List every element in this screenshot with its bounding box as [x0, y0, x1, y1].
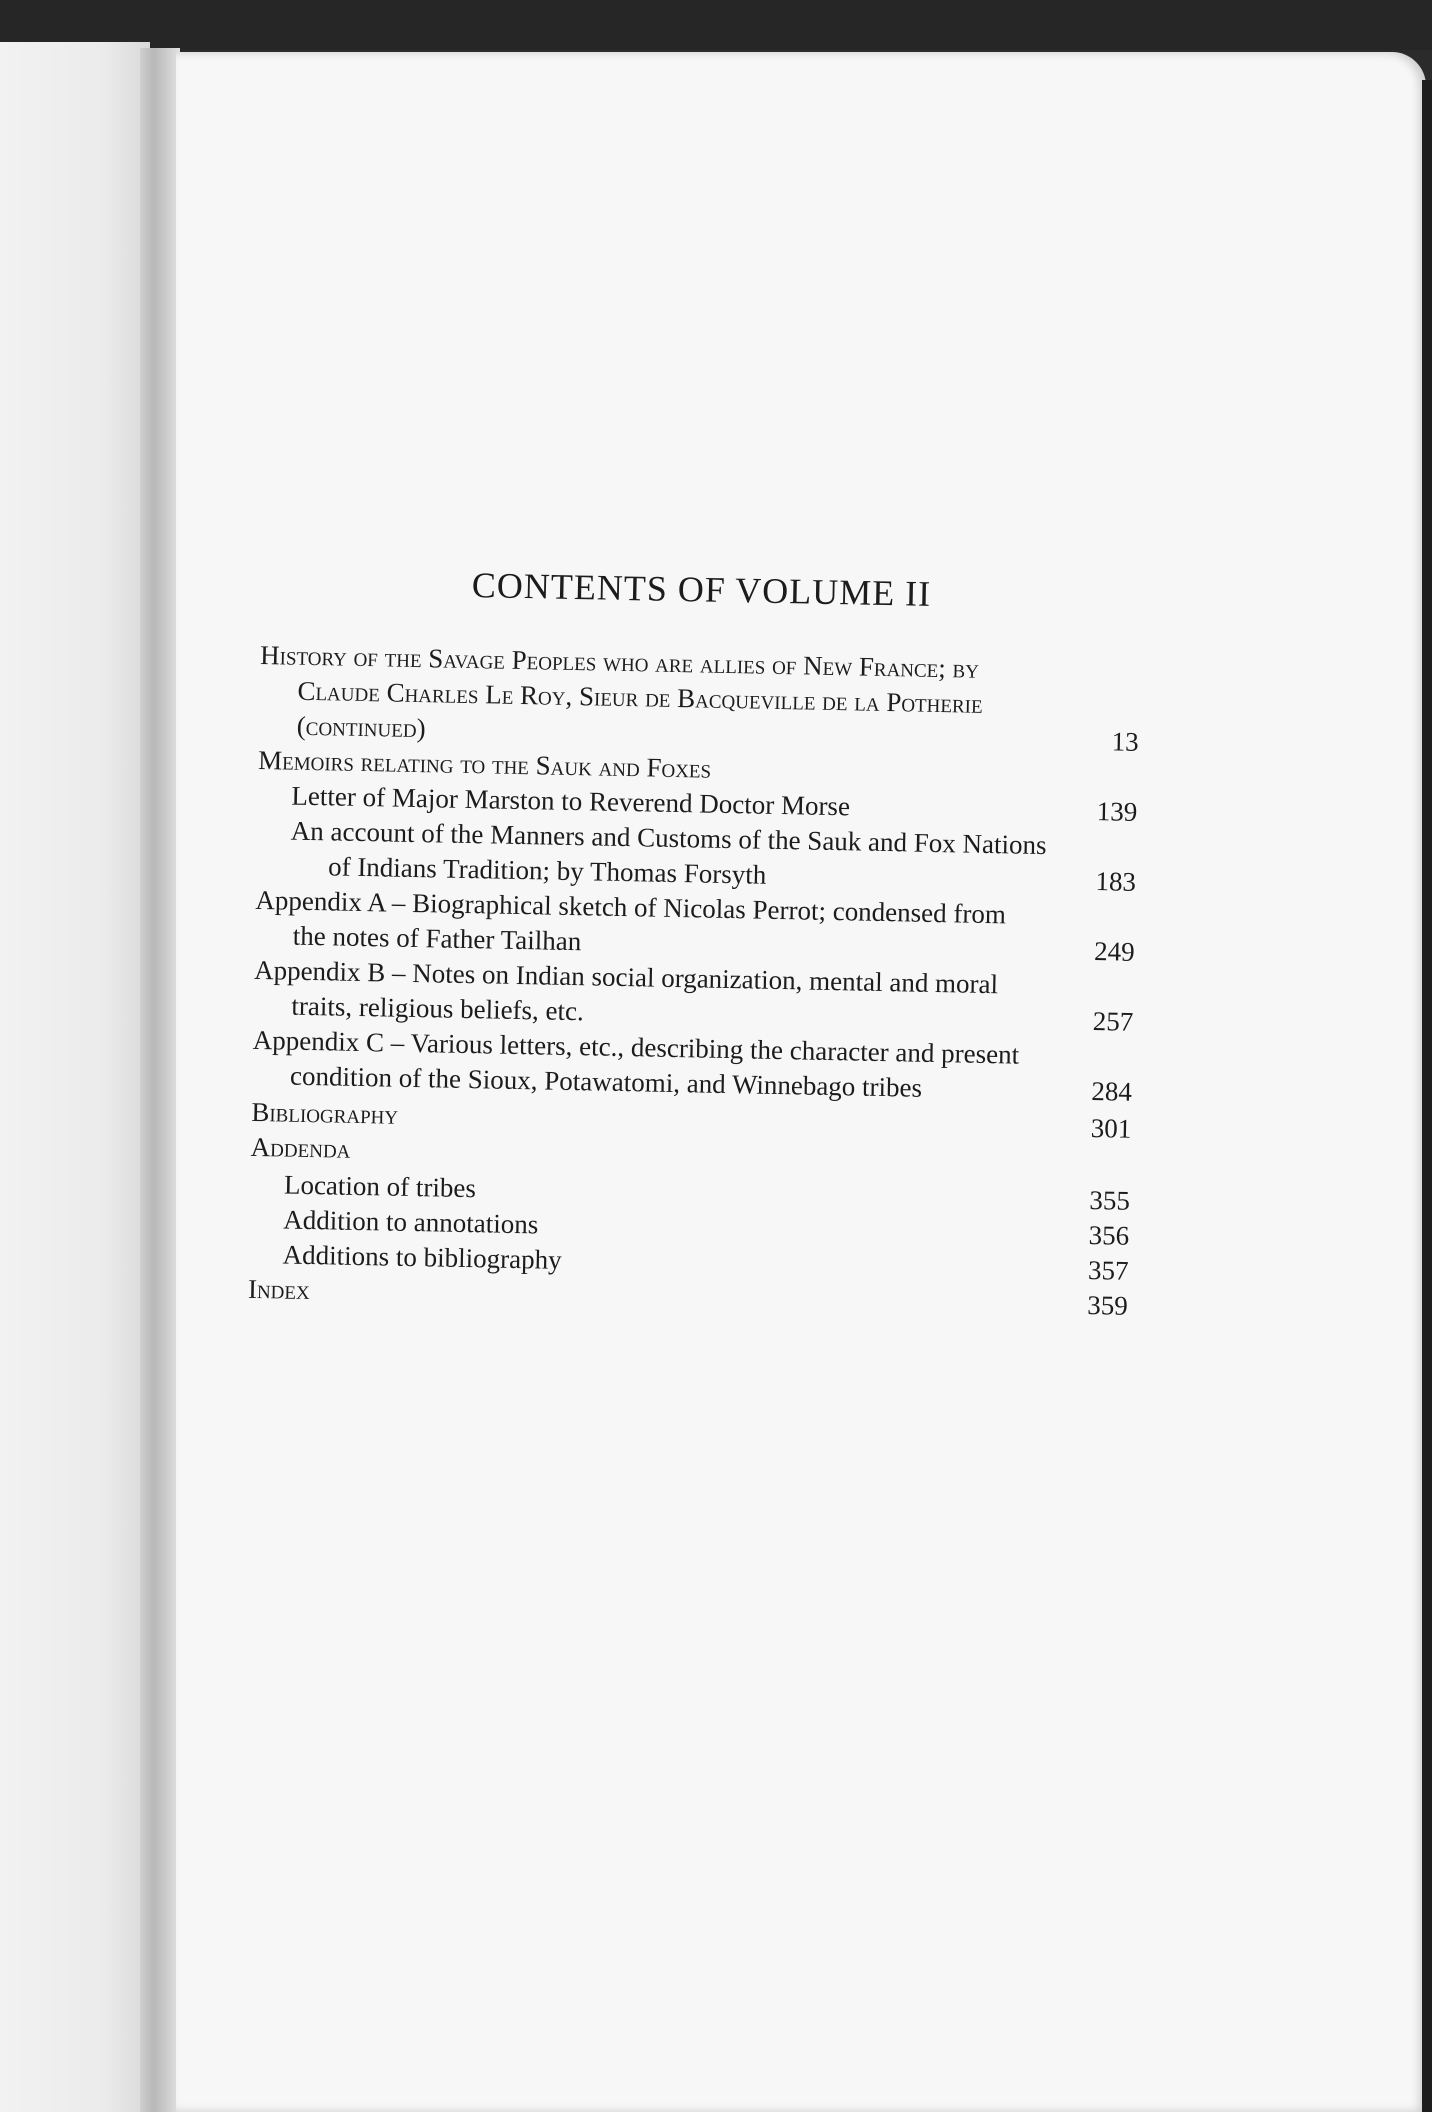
toc-page-number: 359 [1087, 1289, 1129, 1321]
table-of-contents [248, 560, 1142, 1324]
toc-page-number: 257 [1092, 1006, 1134, 1037]
toc-page-number: 139 [1096, 796, 1138, 827]
toc-page-number: 249 [1093, 936, 1135, 967]
toc-entry-text: History of the Savage Peoples who are allies of New France; by Claude Charles Le Roy, Sieur de Bacqueville de la Potherie (continued) [259, 639, 983, 744]
toc-entry-text: Letter of Major Marston to Reverend Doctor Morse [291, 780, 851, 822]
toc-entry-text: Bibliography [251, 1096, 399, 1130]
toc-entry-text: Appendix C – Various letters, etc., describing the character and present condition of the Sioux, Potawatomi, and Winnebago tribes [252, 1024, 1020, 1103]
scan-background-right [1422, 80, 1432, 2112]
toc-entry-text: Additions to bibliography [282, 1239, 562, 1275]
toc-entry-history [258, 638, 1140, 760]
toc-entry-text: Location of tribes [283, 1169, 477, 1204]
toc-page-number: 284 [1091, 1076, 1133, 1107]
toc-entry-text: Index [247, 1273, 311, 1306]
toc-page-number: 13 [1111, 726, 1139, 757]
toc-entry-text: An account of the Manners and Customs of the Sauk and Fox Nations of Indians Tradition; by Thomas Forsyth [290, 815, 1047, 890]
book-gutter [140, 48, 180, 2112]
toc-page-number: 355 [1089, 1185, 1131, 1216]
toc-page-number: 301 [1090, 1113, 1132, 1144]
toc-entry-text: Appendix B – Notes on Indian social organization, mental and moral traits, religious beliefs, etc. [253, 954, 999, 1027]
toc-entry-text: Appendix A – Biographical sketch of Nicolas Perrot; condensed from the notes of Father Tailhan [255, 884, 1007, 957]
facing-page-edge [0, 42, 150, 2112]
scan-background-top [0, 0, 1432, 50]
toc-page-number: 183 [1095, 866, 1137, 897]
toc-entry-text: Addition to annotations [283, 1204, 539, 1240]
contents-title: CONTENTS OF VOLUME II [471, 565, 932, 614]
toc-entry-text: Memoirs relating to the Sauk and Foxes [257, 744, 712, 784]
toc-page-number: 357 [1087, 1254, 1129, 1286]
toc-entry-text: Addenda [250, 1131, 351, 1164]
toc-page-number: 356 [1088, 1219, 1130, 1251]
